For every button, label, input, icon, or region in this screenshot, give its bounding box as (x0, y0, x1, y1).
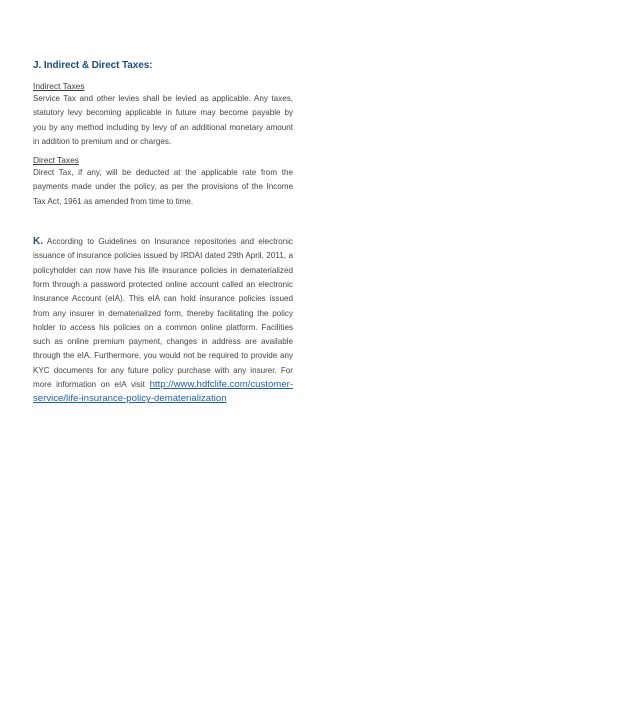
section-k-letter: K. (33, 236, 43, 248)
direct-taxes-body: Direct Tax, if any, will be deducted at the applicable rate from the payments made under the policy, as per the provisions of the Income Tax Act, 1961 as amended from time to time. (33, 168, 293, 206)
section-j-heading: J. Indirect & Direct Taxes: (33, 60, 153, 71)
section-spacer (33, 215, 293, 235)
section-k-body: According to Guidelines on Insurance repositories and electronic issuance of insurance policies issued by IRDAI dated 29th April, 2011, a policyholder can now have his life insurance policies in dematerialized form through a password protected online account called an electronic Insurance Account (eIA). This eIA can hold insurance policies issued from any insurer in dematerialized form, thereby facilitating the policy holder to access his policies on a common online platform. Facilities such as online premium payment, changes in address are available through the eIA. Furthermore, you would not be required to provide any KYC documents for any future policy purchase with any insurer. For more information on eIA visit (33, 237, 293, 390)
indirect-taxes-title: Indirect Taxes (33, 81, 85, 91)
direct-taxes-title: Direct Taxes (33, 155, 79, 166)
section-k-paragraph (33, 235, 293, 407)
indirect-taxes-body: Service Tax and other levies shall be levied as applicable. Any taxes, statutory levy becoming applicable in future may become payable by you by any method including by levy of an additional monetary amount in addition to premium and or charges. (33, 94, 293, 146)
eia-link[interactable]: http://www.hdfclife.com/customer-service/life-insurance-policy-dematerialization (33, 379, 294, 405)
text-column (33, 60, 293, 413)
